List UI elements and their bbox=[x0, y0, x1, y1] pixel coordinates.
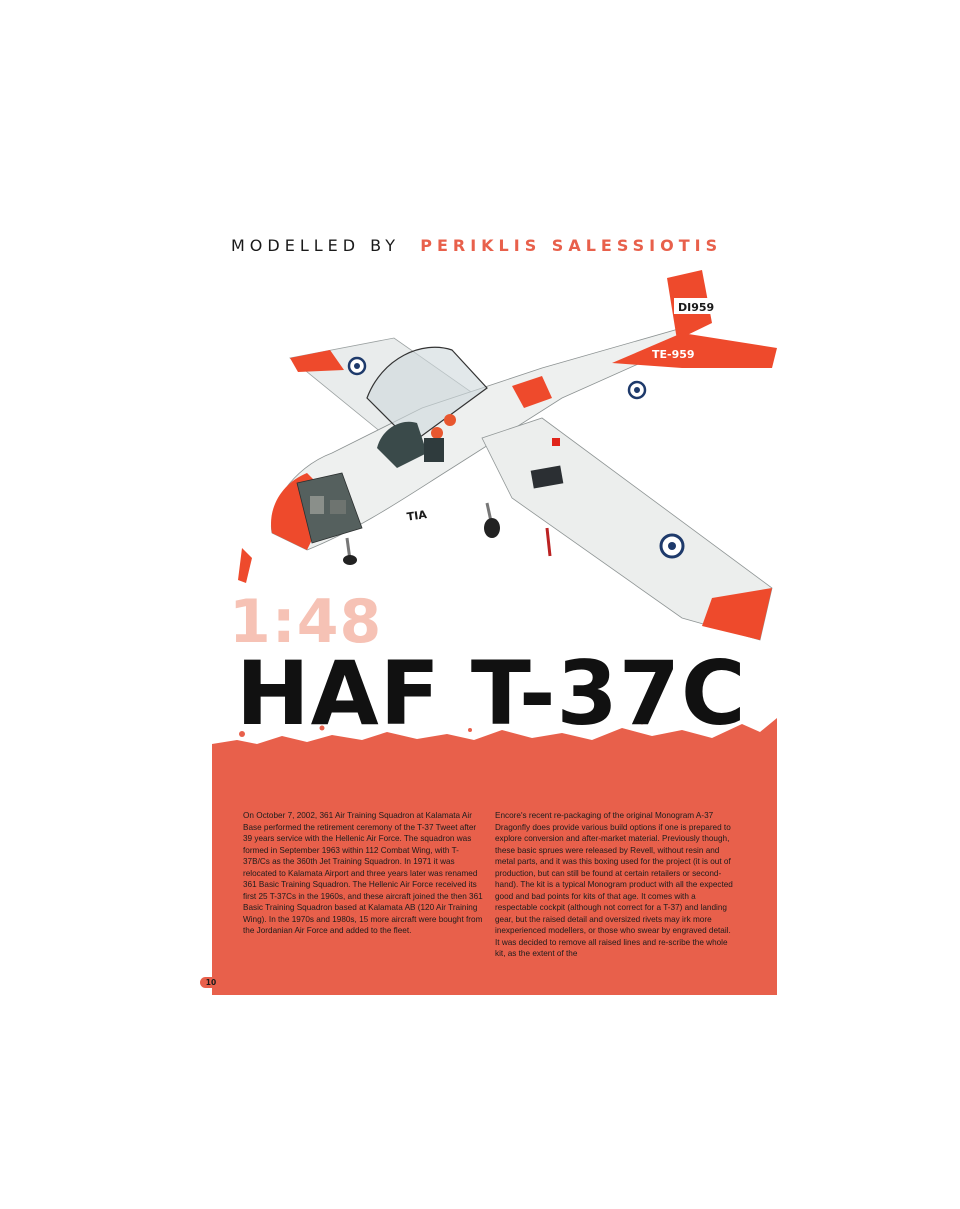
body-column-right: Encore's recent re-packaging of the original Monogram A-37 Dragonfly does provide various build options if one is prepared to explore conversion and after-market material. Previously though, these basic sprues were released by Revell, without resin and metal parts, and it was this boxing used for the project (it is out of production, but can still be found at certain retailers or second-hand). The kit is a typical Monogram product with all the expected good and bad points for kits of that age. It comes with a respectable cockpit (although not correct for a T-37) and landing gear, but the raised detail and oversized rivets may irk more inexperienced modellers, or those who swear by engraved detail. It was decided to remove all raised lines and re-scribe the whole kit, as the extent of the bbox=[495, 811, 733, 958]
near-wing bbox=[482, 418, 772, 640]
tail bbox=[612, 270, 777, 398]
author-name: PERIKLIS SALESSIOTIS bbox=[420, 236, 723, 255]
article-title bbox=[236, 642, 747, 745]
nose-code: TIA bbox=[405, 507, 428, 524]
page-number: 10 bbox=[200, 977, 222, 988]
scale-label: 1:48 bbox=[229, 587, 383, 657]
body-column-left: On October 7, 2002, 361 Air Training Squadron at Kalamata Air Base performed the retirement ceremony of the T-37 Tweet after 39 years service with the Hellenic Air Force. The squadron was formed in September 1963 within 112 Combat Wing, with T-37B/Cs as the 360th Jet Training Squadron. In 1971 it was relocated to Kalamata Airport and three years later was renamed 361 Basic Training Squadron. The Hellenic Air Force received its first 25 T-37Cs in the 1960s, and these aircraft joined the then 361 Basic Training Squadron based at Kalamata AB (120 Air Training Wing). In the 1970s and 1980s, 15 more aircraft were bought from the Jordanian Air Force and added to the fleet. bbox=[243, 811, 483, 935]
title-part1: HAF bbox=[236, 642, 441, 745]
byline-prefix: MODELLED BY bbox=[231, 236, 401, 255]
tail-serial: DI959 bbox=[678, 301, 715, 314]
byline bbox=[231, 236, 722, 255]
title-part2: T-37C bbox=[470, 642, 747, 745]
tail-code: TE-959 bbox=[652, 348, 695, 361]
